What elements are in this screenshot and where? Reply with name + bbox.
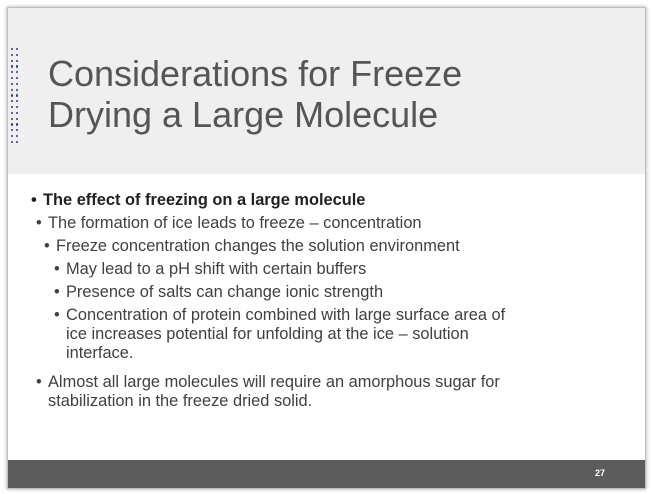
decorative-dot — [16, 129, 18, 131]
slide-title — [48, 53, 608, 135]
bullet-dot: • — [54, 306, 60, 324]
bullet-dot: • — [36, 214, 42, 232]
bullet-text: The effect of freezing on a large molecule — [43, 191, 366, 209]
bullet-text: Almost all large molecules will require an amorphous sugar for — [48, 373, 500, 391]
decorative-dot — [16, 83, 18, 85]
decorative-dot — [11, 48, 13, 50]
bullet-text: Concentration of protein combined with large surface area of — [66, 306, 506, 324]
decorative-dot — [11, 54, 13, 56]
decorative-dot — [11, 141, 13, 143]
bullet-continuation — [48, 392, 312, 411]
title-line-1: Considerations for Freeze — [48, 53, 463, 94]
decorative-dot — [16, 118, 18, 120]
page-number: 27 — [594, 468, 605, 478]
bullet-level2 — [36, 373, 500, 392]
decorative-dot — [11, 129, 13, 131]
bullet-level2 — [36, 214, 422, 233]
bullet-text: interface. — [66, 344, 134, 362]
decorative-dot — [16, 123, 18, 125]
decorative-dot — [11, 83, 13, 85]
decorative-dot — [11, 135, 13, 137]
bullet-level4 — [54, 306, 506, 325]
bullet-text: Freeze concentration changes the solution environment — [56, 237, 460, 255]
bullet-text: Presence of salts can change ionic strength — [66, 283, 384, 301]
decorative-dot — [16, 112, 18, 114]
decorative-dot — [16, 100, 18, 102]
decorative-dot — [11, 71, 13, 73]
bullet-level3 — [44, 237, 460, 256]
bullet-dot: • — [44, 237, 50, 255]
decorative-dot — [11, 89, 13, 91]
decorative-dot — [11, 100, 13, 102]
bullet-continuation — [66, 325, 469, 344]
decorative-dot — [11, 123, 13, 125]
decorative-dot — [11, 77, 13, 79]
decorative-dot — [11, 60, 13, 62]
decorative-dot — [16, 135, 18, 137]
decorative-dot — [16, 94, 18, 96]
slide — [7, 7, 646, 489]
title-line-2: Drying a Large Molecule — [48, 94, 439, 135]
bullet-level1 — [31, 191, 366, 210]
decorative-dot — [16, 48, 18, 50]
footer-bar — [8, 460, 645, 488]
decorative-dot — [11, 112, 13, 114]
decorative-dot — [11, 118, 13, 120]
decorative-dot — [11, 106, 13, 108]
bullet-continuation — [66, 344, 133, 363]
decorative-dot — [16, 60, 18, 62]
bullet-dot: • — [36, 373, 42, 391]
bullet-level4 — [54, 260, 367, 279]
bullet-text: ice increases potential for unfolding at the ice – solution — [66, 325, 469, 343]
decorative-dot — [16, 141, 18, 143]
decorative-dot — [16, 89, 18, 91]
decorative-dots — [11, 48, 23, 148]
decorative-dot — [11, 65, 13, 67]
title-band — [8, 8, 645, 174]
decorative-dot — [16, 77, 18, 79]
bullet-text: stabilization in the freeze dried solid. — [48, 392, 313, 410]
bullet-dot: • — [31, 191, 37, 209]
decorative-dot — [16, 54, 18, 56]
bullet-level4 — [54, 283, 384, 302]
decorative-dot — [16, 71, 18, 73]
bullet-dot: • — [54, 283, 60, 301]
decorative-dot — [16, 106, 18, 108]
bullet-text: The formation of ice leads to freeze – concentration — [48, 214, 422, 232]
bullet-text: May lead to a pH shift with certain buffers — [66, 260, 367, 278]
bullet-dot: • — [54, 260, 60, 278]
decorative-dot — [16, 65, 18, 67]
decorative-dot — [11, 94, 13, 96]
